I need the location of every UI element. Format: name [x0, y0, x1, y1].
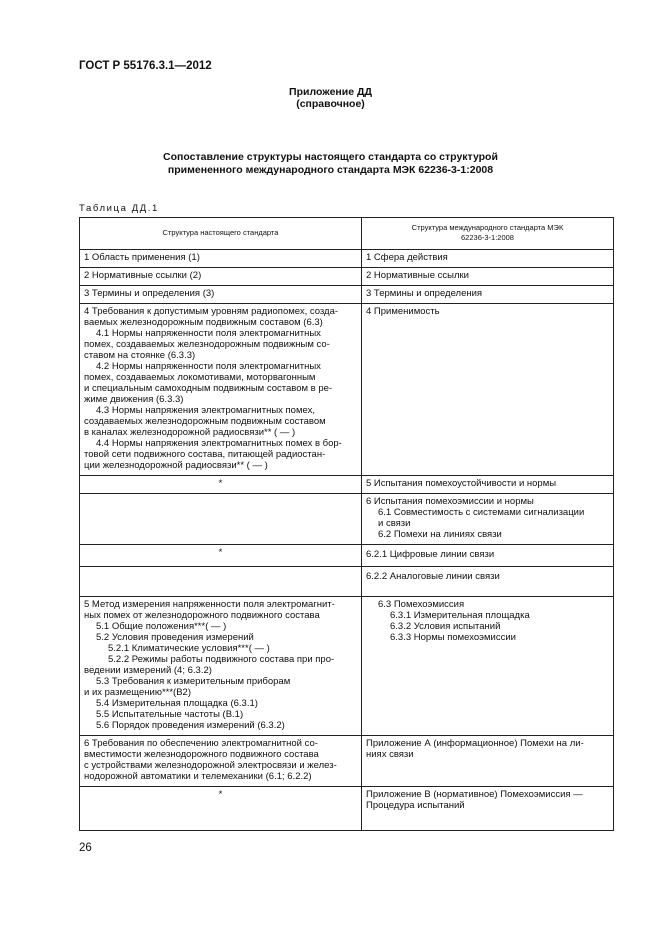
cell-line: 6 Испытания помехоэмиссии и нормы	[366, 496, 534, 507]
table-row	[80, 736, 614, 787]
cell-line: и связи	[378, 518, 411, 529]
cell-line: ции железнодорожной радиосвязи** ( — )	[84, 460, 268, 471]
table-row	[80, 545, 614, 567]
cell-right	[362, 787, 614, 831]
header-right-line: 62236-3-1:2008	[461, 232, 514, 242]
title-line: Сопоставление структуры настоящего стандарта со структурой	[163, 151, 498, 163]
cell-left-empty	[80, 494, 362, 545]
cell-right: 1 Сфера действия	[362, 250, 614, 268]
cell-line: 6.3.2 Условия испытаний	[390, 621, 501, 632]
cell-line: 6.1 Совместимость с системами сигнализации	[378, 507, 585, 518]
table-caption: Таблица ДД.1	[79, 203, 159, 214]
cell-line: 5.2 Условия проведения измерений	[96, 632, 254, 643]
cell-right: 2 Нормативные ссылки	[362, 268, 614, 286]
cell-line: 5.6 Порядок проведения измерений (6.3.2)	[96, 720, 285, 731]
annex-title: Приложение ДД	[289, 86, 372, 98]
table-row	[80, 494, 614, 545]
title-line: примененного международного стандарта МЭК 62236-3-1:2008	[167, 164, 494, 176]
cell-left: 3 Термины и определения (3)	[80, 286, 362, 304]
cell-line: 5.3 Требования к измерительным приборам	[96, 676, 291, 687]
cell-line: ниях связи	[366, 749, 414, 760]
cell-line: ведении измерений (4; 6.3.2)	[84, 665, 212, 676]
cell-line: вместимости железнодорожного подвижного состава	[84, 749, 319, 760]
cell-line: 4.1 Нормы напряженности поля электромагнитных	[96, 328, 321, 339]
cell-line: ных помех от железнодорожного подвижного состава	[84, 610, 320, 621]
header-right	[362, 218, 614, 250]
table-row	[80, 304, 614, 476]
cell-left-asterisk: *	[80, 545, 362, 567]
annex-subtitle: (справочное)	[296, 98, 365, 110]
cell-line: 5.4 Измерительная площадка (6.3.1)	[96, 698, 258, 709]
cell-line: 6.2 Помехи на линиях связи	[378, 529, 502, 540]
table-row	[80, 597, 614, 736]
cell-line: в каналах железнодорожной радиосвязи** ( — )	[84, 427, 296, 438]
cell-line: 6 Требования по обеспечению электромагнитной со-	[84, 738, 318, 749]
comparison-table	[79, 217, 614, 831]
table-row	[80, 250, 614, 268]
page-number: 26	[79, 842, 92, 854]
cell-line: помех, создаваемых железнодорожным подвижным со-	[84, 339, 330, 350]
cell-line: Приложение А (информационное) Помехи на ли-	[366, 738, 584, 749]
cell-line: 5.5 Испытательные частоты (В.1)	[96, 709, 244, 720]
cell-line: жиме движения (6.3.3)	[84, 394, 184, 405]
cell-line: нодорожной автоматики и телемеханики (6.1; 6.2.2)	[84, 771, 312, 782]
cell-line: ваемых железнодорожным подвижным составом (6.3)	[84, 317, 323, 328]
cell-right: 3 Термины и определения	[362, 286, 614, 304]
header-left: Структура настоящего стандарта	[80, 218, 362, 250]
cell-line: товой сети подвижного состава, питающей радиостан-	[84, 449, 326, 460]
annex-heading	[0, 86, 661, 110]
cell-line: Процедура испытаний	[366, 800, 465, 811]
table-row	[80, 268, 614, 286]
cell-left-asterisk: *	[80, 787, 362, 831]
cell-right	[362, 597, 614, 736]
cell-left: 1 Область применения (1)	[80, 250, 362, 268]
cell-right	[362, 736, 614, 787]
cell-line: 6.3.3 Нормы помехоэмиссии	[390, 632, 516, 643]
cell-line: и их размещению***(В2)	[84, 687, 191, 698]
table-row	[80, 476, 614, 494]
cell-right	[362, 494, 614, 545]
cell-line: 6.3.1 Измерительная площадка	[390, 610, 530, 621]
cell-left	[80, 304, 362, 476]
cell-line: и специальным самоходным подвижным составом в ре-	[84, 383, 333, 394]
table-row	[80, 567, 614, 597]
cell-right: 6.2.2 Аналоговые линии связи	[362, 567, 614, 597]
cell-line: 4.4 Нормы напряжения электромагнитных помех в бор-	[96, 438, 342, 449]
table-row	[80, 286, 614, 304]
header-right-line: Структура международного стандарта МЭК	[411, 222, 564, 232]
page-title	[0, 151, 661, 177]
cell-line: с устройствами железнодорожной электросвязи и желез-	[84, 760, 337, 771]
table-header-row	[80, 218, 614, 250]
cell-left	[80, 597, 362, 736]
cell-line: помех, создаваемых локомотивами, моторвагонным	[84, 372, 316, 383]
cell-line: создаваемых железнодорожным подвижным составом	[84, 416, 326, 427]
cell-line: 5 Метод измерения напряженности поля электромагнит-	[84, 599, 335, 610]
cell-line: ставом на стоянке (6.3.3)	[84, 350, 196, 361]
cell-line: Приложение В (нормативное) Помехоэмиссия —	[366, 789, 583, 800]
cell-line: 4 Требования к допустимым уровням радиопомех, созда-	[84, 306, 339, 317]
table-row	[80, 787, 614, 831]
cell-line: 6.3 Помехоэмиссия	[378, 599, 465, 610]
cell-right: 6.2.1 Цифровые линии связи	[362, 545, 614, 567]
cell-line: 5.2.1 Климатические условия***( — )	[108, 643, 270, 654]
cell-left-empty	[80, 567, 362, 597]
cell-right: 4 Применимость	[362, 304, 614, 476]
cell-line: 4.2 Нормы напряженности поля электромагнитных	[96, 361, 321, 372]
cell-left-asterisk: *	[80, 476, 362, 494]
document-code: ГОСТ Р 55176.3.1—2012	[79, 60, 212, 72]
cell-line: 4.3 Нормы напряжения электромагнитных помех,	[96, 405, 315, 416]
cell-left	[80, 736, 362, 787]
cell-line: 5.1 Общие положения***( — )	[96, 621, 227, 632]
cell-line: 5.2.2 Режимы работы подвижного состава при про-	[108, 654, 335, 665]
cell-right: 5 Испытания помехоустойчивости и нормы	[362, 476, 614, 494]
cell-left: 2 Нормативные ссылки (2)	[80, 268, 362, 286]
